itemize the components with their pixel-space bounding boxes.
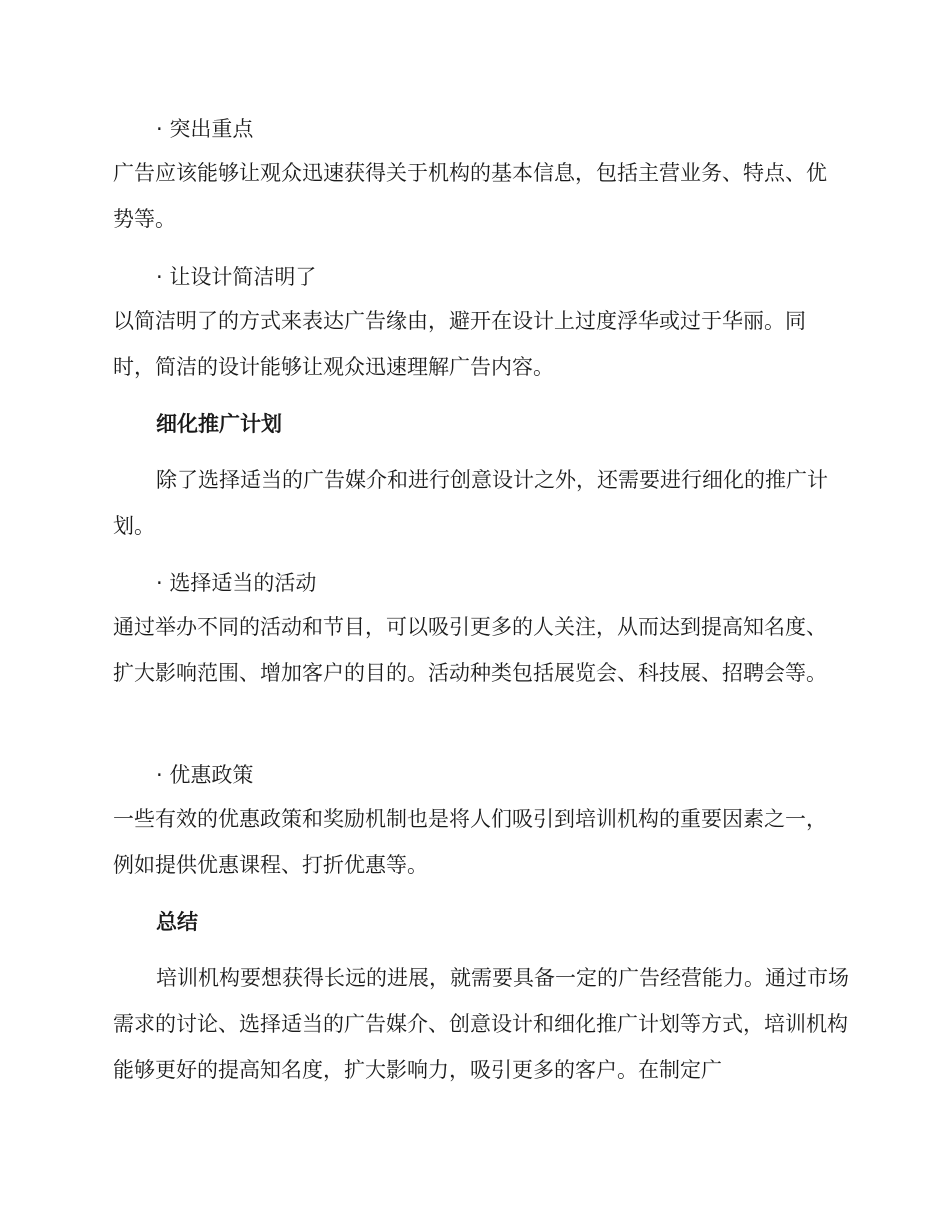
paragraph-discount-policy: 一些有效的优惠政策和奖励机制也是将人们吸引到培训机构的重要因素之一，例如提供优惠课程、打折优惠等。 — [113, 807, 827, 877]
bullet-discount-policy: · 优惠政策 — [156, 763, 254, 787]
paragraph-simple-design: 以简洁明了的方式来表达广告缘由，避开在设计上过度浮华或过于华丽。同时，简洁的设计能够让观众迅速理解广告内容。 — [113, 309, 806, 379]
paragraph-summary: 培训机构要想获得长远的进展，就需要具备一定的广告经营能力。通过市场需求的讨论、选择适当的广告媒介、创意设计和细化推广计划等方式，培训机构能够更好的提高知名度，扩大影响力，吸引更多的客户。在制定广 — [113, 966, 849, 1082]
bullet-simple-design: · 让设计简洁明了 — [156, 265, 317, 289]
section-heading-summary: 总结 — [156, 910, 198, 934]
paragraph-choose-activities: 通过举办不同的活动和节目，可以吸引更多的人关注，从而达到提高知名度、扩大影响范围、增加客户的目的。活动种类包括展览会、科技展、招聘会等。 — [113, 615, 827, 685]
paragraph-highlight-focus: 广告应该能够让观众迅速获得关于机构的基本信息，包括主营业务、特点、优势等。 — [113, 161, 827, 231]
paragraph-refine-plan-intro: 除了选择适当的广告媒介和进行创意设计之外，还需要进行细化的推广计划。 — [113, 468, 828, 538]
section-heading-refine-plan: 细化推广计划 — [156, 412, 282, 436]
bullet-highlight-focus: · 突出重点 — [156, 117, 254, 141]
bullet-choose-activities: · 选择适当的活动 — [156, 571, 317, 595]
